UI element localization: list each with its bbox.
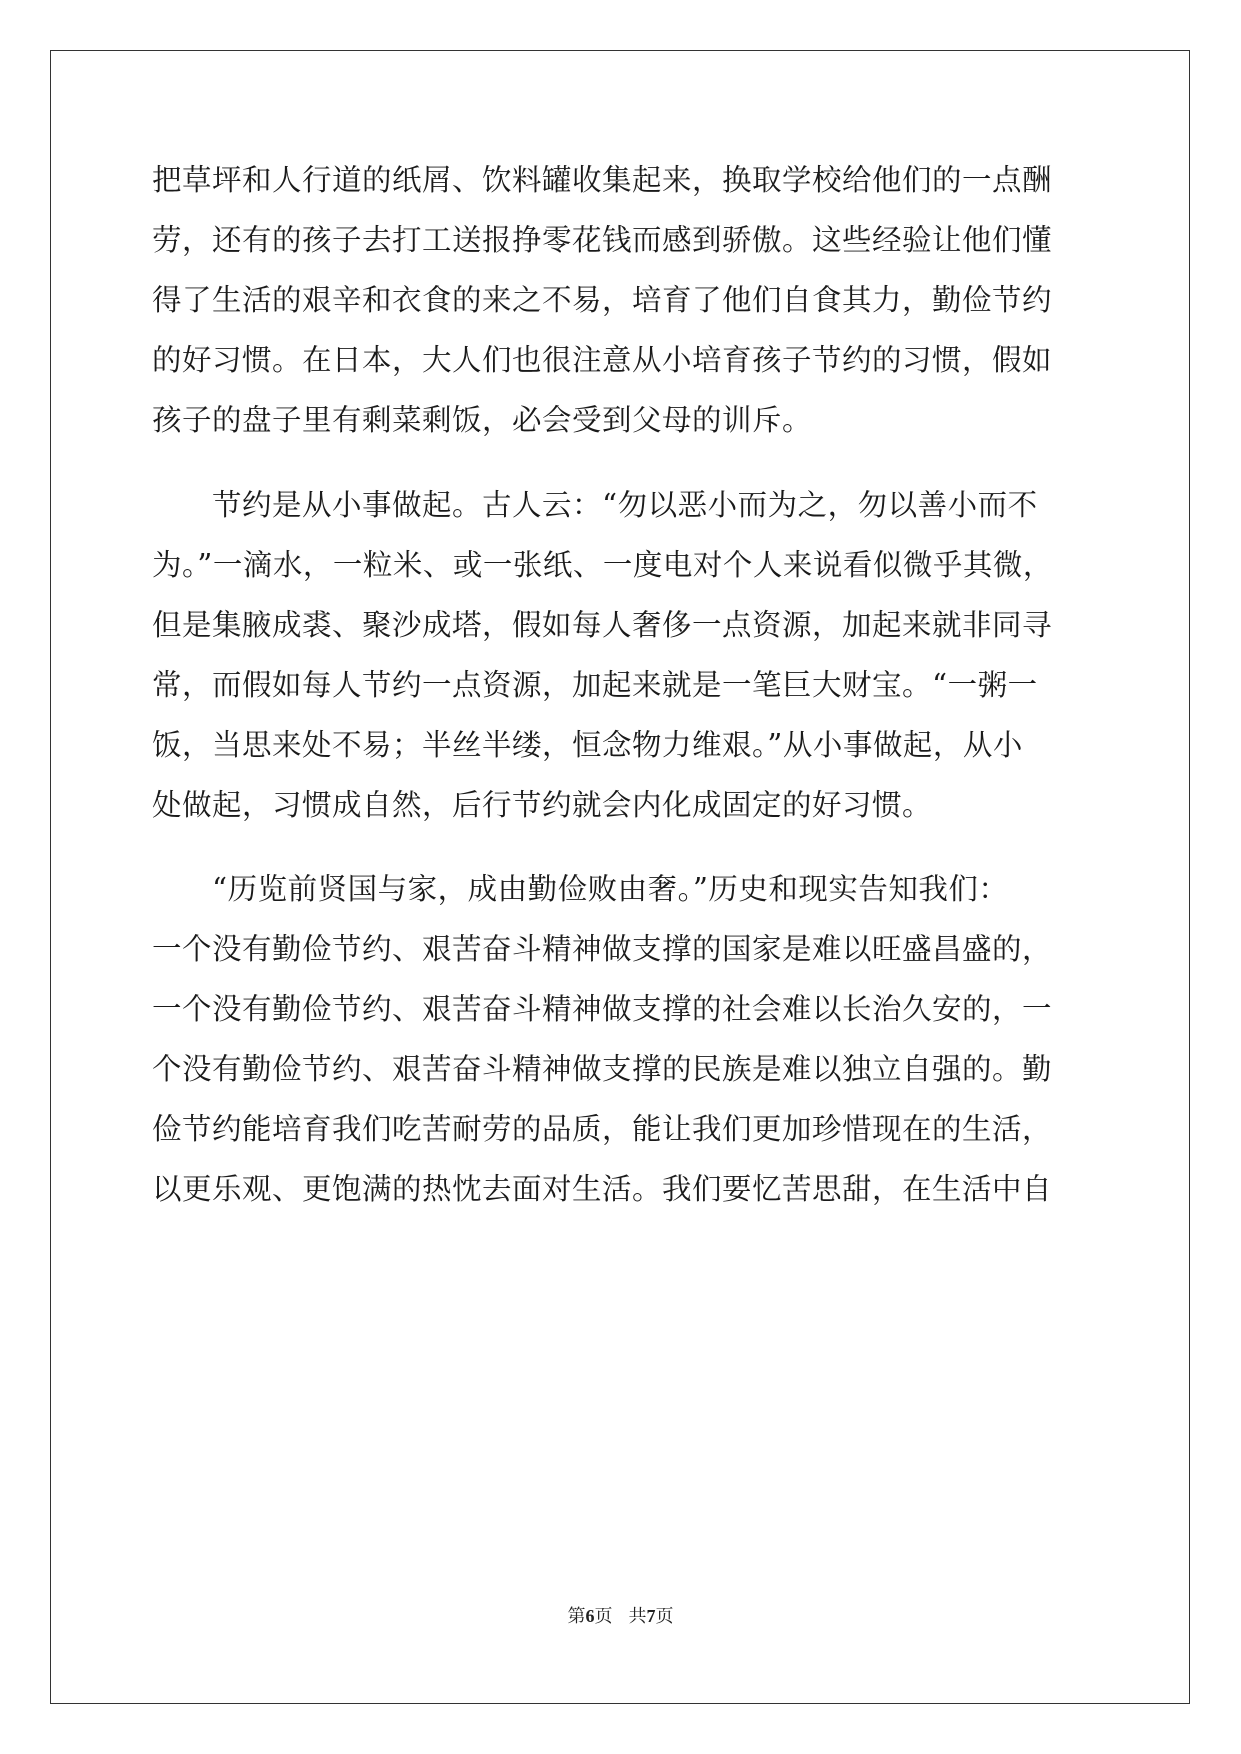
current-page-number: 6 — [585, 1606, 595, 1626]
text-line: 为。”一滴水，一粒米、或一张纸、一度电对个人来说看似微乎其微， — [152, 547, 1053, 582]
footer-page-suffix: 页 — [594, 1606, 613, 1626]
text-line: 得了生活的艰辛和衣食的来之不易，培育了他们自食其力，勤俭节约 — [152, 283, 1053, 317]
text-line: 一个没有勤俭节约、艰苦奋斗精神做支撑的社会难以长治久安的，一 — [152, 992, 1053, 1026]
text-line: 饭，当思来处不易；半丝半缕，恒念物力维艰。”从小事做起，从小 — [152, 727, 1023, 762]
text-line: 节约是从小事做起。古人云：“勿以恶小而为之，勿以善小而不 — [152, 487, 1038, 522]
document-body — [152, 150, 1097, 1219]
text-line: 以更乐观、更饱满的热忱去面对生活。我们要忆苦思甜，在生活中自 — [152, 1172, 1053, 1206]
text-line: 俭节约能培育我们吃苦耐劳的品质，能让我们更加珍惜现在的生活， — [152, 1112, 1053, 1146]
text-line: 孩子的盘子里有剩菜剩饭，必会受到父母的训斥。 — [152, 403, 813, 437]
text-line: 常，而假如每人节约一点资源，加起来就是一笔巨大财宝。“一粥一 — [152, 667, 1038, 702]
text-line: 处做起，习惯成自然，后行节约就会内化成固定的好习惯。 — [152, 787, 933, 822]
footer-total-suffix: 页 — [655, 1606, 674, 1626]
footer-total-prefix: 共 — [628, 1606, 647, 1626]
text-line: 一个没有勤俭节约、艰苦奋斗精神做支撑的国家是难以旺盛昌盛的， — [152, 932, 1053, 966]
text-line: 但是集腋成裘、聚沙成塔，假如每人奢侈一点资源，加起来就非同寻 — [152, 607, 1053, 642]
text-line: 把草坪和人行道的纸屑、饮料罐收集起来，换取学校给他们的一点酬 — [152, 163, 1053, 197]
text-line: 的好习惯。在日本，大人们也很注意从小培育孩子节约的习惯，假如 — [152, 343, 1053, 377]
page-footer — [0, 1604, 1241, 1628]
text-line: 劳，还有的孩子去打工送报挣零花钱而感到骄傲。这些经验让他们懂 — [152, 223, 1053, 257]
text-line: 个没有勤俭节约、艰苦奋斗精神做支撑的民族是难以独立自强的。勤 — [152, 1052, 1053, 1086]
paragraph-gap — [152, 450, 1097, 475]
total-page-number: 7 — [646, 1606, 656, 1626]
paragraph-gap — [152, 835, 1097, 860]
footer-prefix: 第 — [567, 1606, 586, 1626]
text-line: “历览前贤国与家，成由勤俭败由奢。”历史和现实告知我们： — [152, 872, 1009, 906]
